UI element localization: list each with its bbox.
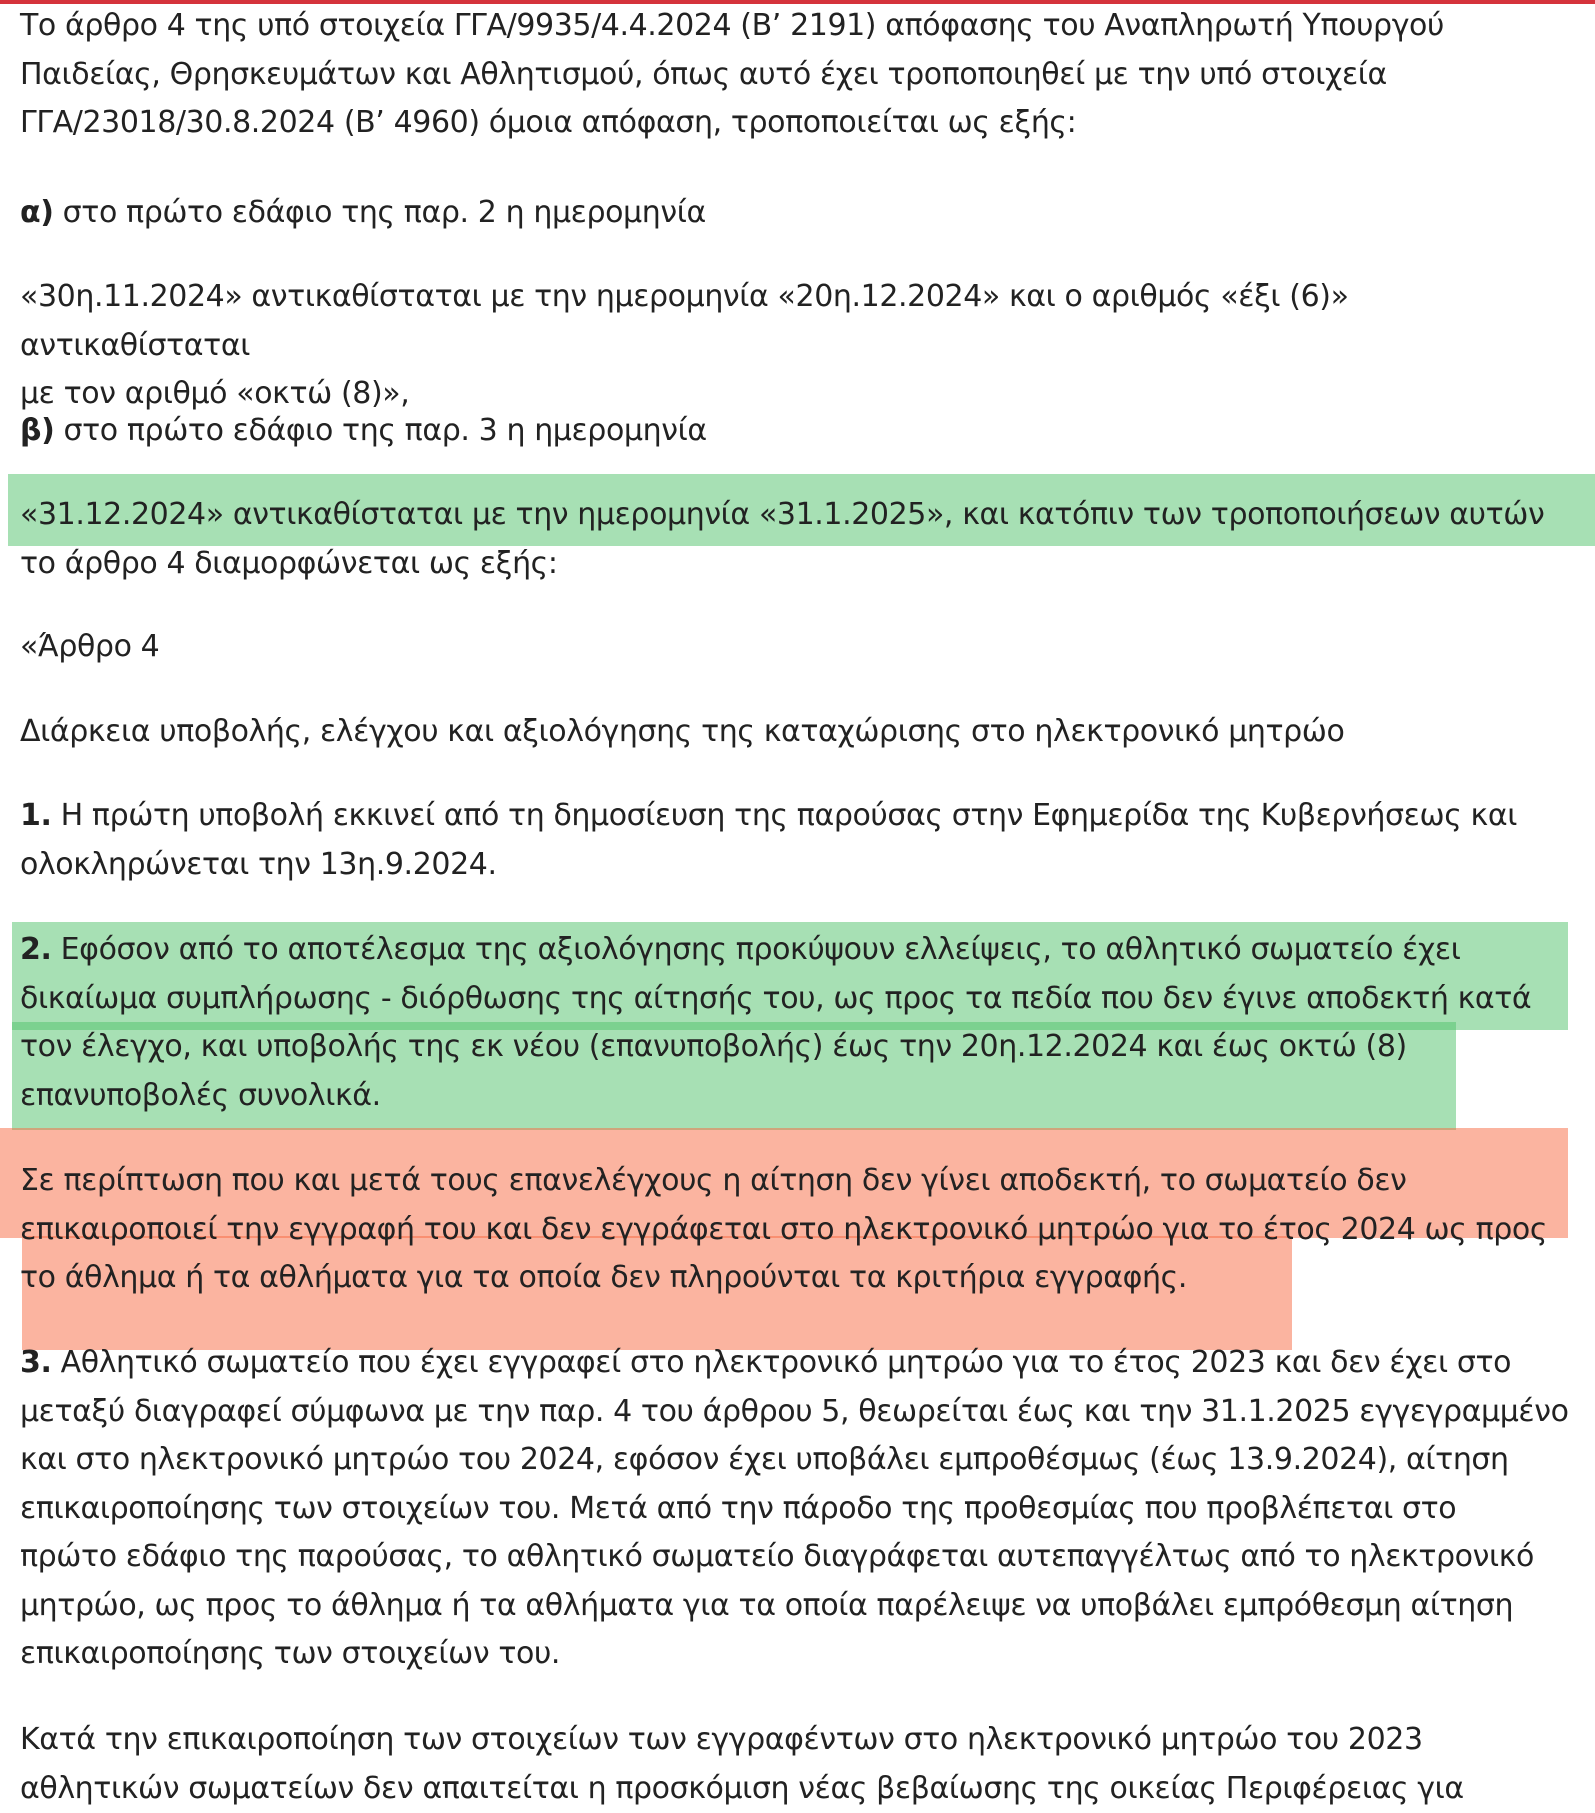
paragraph-text: Εφόσον από το αποτέλεσμα της αξιολόγησης προκύψουν ελλείψεις, το αθλητικό σωματείο έχει δικαίωμα συμπλήρωσης - διόρθωσης της αίτησής του, ως προς τα πεδία που δεν έγινε αποδεκτή κατά τον έλεγχο, και υποβολής της εκ νέου (επανυποβολής) έως την 20η.12.2024 και έως οκτώ (8) επανυποβολές συνολικά. [20,932,1532,1113]
paragraph-par-2-sub [20,1157,1580,1303]
paragraph-text: στο πρώτο εδάφιο της παρ. 2 η ημερομηνία [53,195,706,230]
paragraph-text: «Άρθρο 4 [20,629,160,664]
paragraph-text: Το άρθρο 4 της υπό στοιχεία ΓΓΑ/9935/4.4.2024 (Β’ 2191) απόφασης του Αναπληρωτή Υπουργού Παιδείας, Θρησκευμάτων και Αθλητισμού, όπως αυτό έχει τροποποιηθεί με την υπό στοιχεία ΓΓΑ/23018/30.8.2024 (Β’ 4960) όμοια απόφαση, τροποποιείται ως εξής: [20,8,1444,140]
paragraph-item-b-cont [20,491,1580,588]
paragraph-item-b [20,407,1580,456]
paragraph-item-a-cont [20,273,1580,419]
paragraph-text: Σε περίπτωση που και μετά τους επανελέγχους η αίτηση δεν γίνει αποδεκτή, το σωματείο δεν επικαιροποιεί την εγγραφή του και δεν εγγράφεται στο ηλεκτρονικό μητρώο για το έτος 2024 ως προς το άθλημα ή τα αθλήματα για τα οποία δεν πληρούνται τα κριτήρια εγγραφής. [20,1163,1548,1295]
paragraph-number: 3. [20,1345,52,1380]
paragraph-text: Αθλητικό σωματείο που έχει εγγραφεί στο ηλεκτρονικό μητρώο για το έτος 2023 και δεν έχει στο μεταξύ διαγραφεί σύμφωνα με την παρ. 4 του άρθρου 5, θεωρείται έως και την 31.1.2025 εγγεγραμμένο και στο ηλεκτρονικό μητρώο του 2024, εφόσον έχει υποβάλει εμπροθέσμως (έως 13.9.2024), αίτηση επικαιροποίησης των στοιχείων του. Μετά από την πάροδο της προθεσμίας που προβλέπεται στο πρώτο εδάφιο της παρούσας, το αθλητικό σωματείο διαγράφεται αυτεπαγγέλτως από το ηλεκτρονικό μητρώο, ως προς το άθλημα ή τα αθλήματα για τα οποία παρέλειψε να υποβάλει εμπρόθεσμη αίτηση επικαιροποίησης των στοιχείων του. [20,1345,1569,1671]
paragraph-text: Διάρκεια υποβολής, ελέγχου και αξιολόγησης της καταχώρισης στο ηλεκτρονικό μητρώο [20,714,1345,749]
paragraph-text: Η πρώτη υποβολή εκκινεί από τη δημοσίευση της παρούσας στην Εφημερίδα της Κυβερνήσεως και ολοκληρώνεται την 13η.9.2024. [20,798,1517,882]
paragraph-text: «31.12.2024» αντικαθίσταται με την ημερομηνία «31.1.2025», και κατόπιν των τροποποιήσεων αυτών το άρθρο 4 διαμορφώνεται ως εξής: [20,497,1545,581]
article-heading [20,623,1580,672]
paragraph-par-3-sub [20,1716,1580,1813]
paragraph-number: 1. [20,798,52,833]
paragraph-number: 2. [20,932,52,967]
paragraph-item-a [20,189,1580,238]
paragraph-text: «30η.11.2024» αντικαθίσταται με την ημερομηνία «20η.12.2024» και ο αριθμός «έξι (6)» αντικαθίσταται με τον αριθμό «οκτώ (8)», [20,279,1349,411]
paragraph-par-1 [20,792,1580,889]
paragraph-text: στο πρώτο εδάφιο της παρ. 3 η ημερομηνία [54,413,707,448]
paragraph-intro [20,2,1580,148]
item-label: α) [20,195,54,230]
paragraph-text: Κατά την επικαιροποίηση των στοιχείων των εγγραφέντων στο ηλεκτρονικό μητρώο του 2023 αθλητικών σωματείων δεν απαιτείται η προσκόμιση νέας βεβαίωσης της οικείας Περιφέρειας για [20,1722,1464,1806]
paragraph-par-2 [20,926,1580,1120]
article-title [20,708,1580,757]
item-label: β) [20,413,55,448]
paragraph-par-3 [20,1339,1580,1679]
